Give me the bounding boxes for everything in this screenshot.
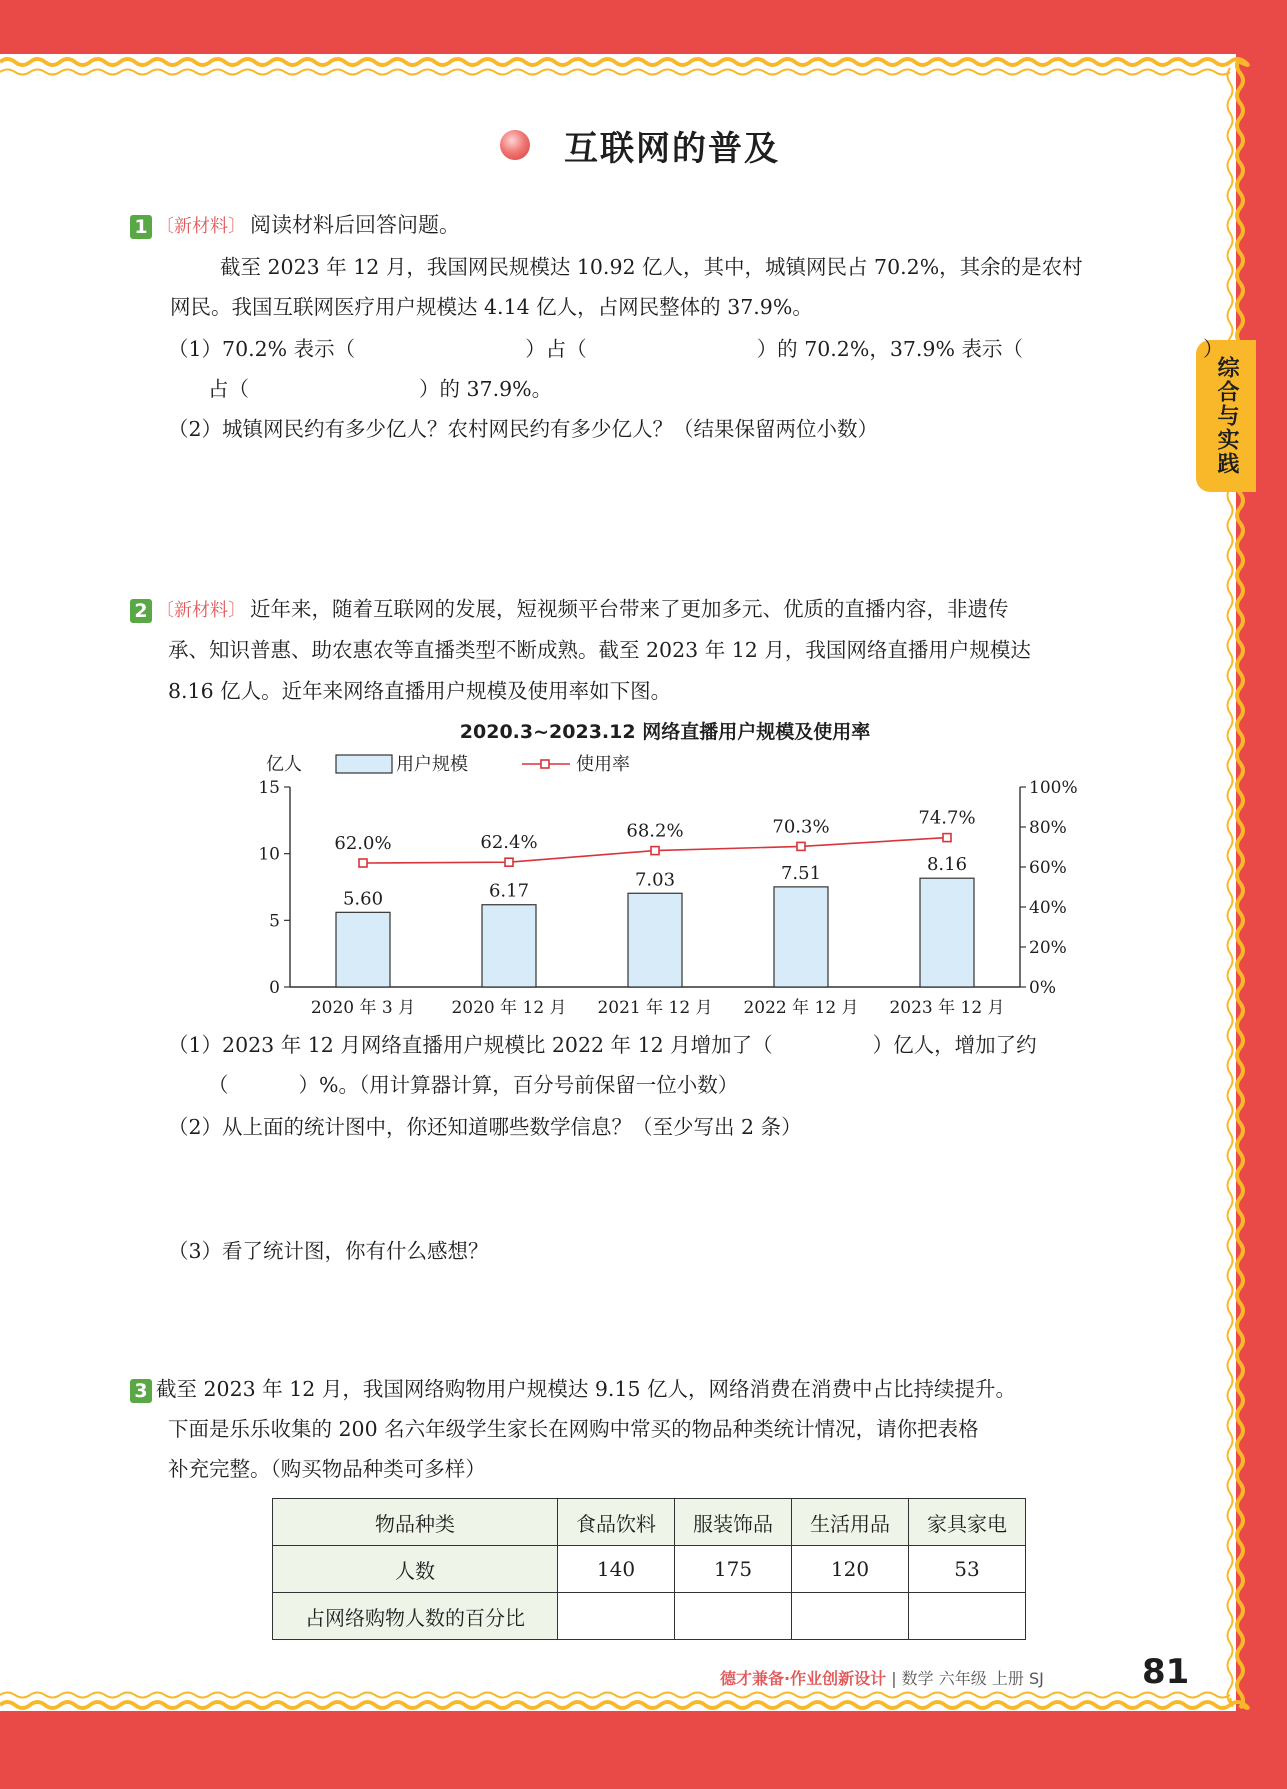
- chart-title: 2020.3~2023.12 网络直播用户规模及使用率: [459, 721, 871, 743]
- usage-rate-point: [943, 834, 951, 842]
- y-axis-unit-label: 亿人: [266, 754, 302, 775]
- y2-tick-label: 80%: [1029, 818, 1067, 838]
- q2-sub1-text-c: （: [208, 1073, 229, 1097]
- table-row-label: 物品种类: [273, 1499, 558, 1546]
- q1-number: 1: [130, 215, 152, 239]
- q2-sub1-text-d: ）%。（用计算器计算，百分号前保留一位小数）: [298, 1073, 739, 1097]
- table-row-label: 人数: [273, 1546, 558, 1593]
- bar: [920, 878, 974, 987]
- table-cell: 175: [675, 1546, 792, 1593]
- x-tick-label: 2023 年 12 月: [889, 998, 1005, 1018]
- q2-sub1-text-a: （1）2023 年 12 月网络直播用户规模比 2022 年 12 月增加了（: [168, 1033, 773, 1057]
- table-cell: 120: [792, 1546, 909, 1593]
- q3-line-1: 截至 2023 年 12 月，我国网络购物用户规模达 9.15 亿人，网络消费在消费中占比持续提升。: [156, 1377, 1016, 1401]
- y-tick-label: 0: [269, 978, 280, 998]
- q1-sub1-text-a: （1）70.2% 表示（: [168, 337, 356, 361]
- q1-sub1-text-d: ）: [1202, 337, 1224, 361]
- x-tick-label: 2020 年 12 月: [451, 998, 567, 1018]
- y2-tick-label: 20%: [1029, 938, 1067, 958]
- q2-line-1: 近年来，随着互联网的发展，短视频平台带来了更加多元、优质的直播内容，非遗传: [250, 597, 1009, 621]
- bar-value-label: 7.03: [634, 869, 676, 891]
- shopping-table: [272, 1498, 1026, 1640]
- q2-sub1-text-b: ）亿人，增加了约: [872, 1033, 1037, 1057]
- bar-value-label: 7.51: [780, 862, 822, 884]
- y-tick-label: 10: [258, 844, 280, 865]
- table-answer-cell[interactable]: [909, 1593, 1026, 1640]
- table-header-cell: 家具家电: [909, 1499, 1026, 1546]
- q1-sub1: [168, 334, 1224, 364]
- table-header-cell: 服装饰品: [675, 1499, 792, 1546]
- table-cell: 53: [909, 1546, 1026, 1593]
- title-bullet-icon: [500, 130, 530, 160]
- y2-tick-label: 0%: [1029, 978, 1056, 998]
- table-cell: 140: [558, 1546, 675, 1593]
- q1-header: [130, 210, 460, 242]
- usage-rate-label: 62.0%: [334, 833, 392, 854]
- bar-value-label: 6.17: [488, 880, 530, 902]
- table-header-cell: 食品饮料: [558, 1499, 675, 1546]
- y-tick-label: 5: [269, 911, 280, 932]
- bar: [482, 905, 536, 987]
- x-tick-label: 2021 年 12 月: [597, 998, 713, 1018]
- usage-rate-label: 68.2%: [626, 820, 684, 842]
- q2-sub2: （2）从上面的统计图中，你还知道哪些数学信息？（至少写出 2 条）: [168, 1115, 802, 1139]
- footer: [720, 1666, 1044, 1689]
- q2-sub1-cont: [208, 1070, 738, 1100]
- footer-volume: 上册: [991, 1669, 1024, 1688]
- page-number: 81: [1142, 1652, 1190, 1692]
- q2-sub3: （3）看了统计图，你有什么感想？: [168, 1239, 489, 1263]
- y-tick-label: 15: [258, 778, 280, 798]
- q2-number: 2: [130, 599, 152, 623]
- q1-sub1-text-b: ）占（: [525, 337, 587, 361]
- table-row-label: 占网络购物人数的百分比: [273, 1593, 558, 1640]
- footer-edition: SJ: [1029, 1669, 1044, 1688]
- bar: [628, 893, 682, 987]
- y2-tick-label: 40%: [1029, 898, 1067, 918]
- q1-sub2: （2）城镇网民约有多少亿人？农村网民约有多少亿人？（结果保留两位小数）: [168, 417, 879, 441]
- q3-line-3: 补充完整。（购买物品种类可多样）: [168, 1457, 486, 1481]
- q3-header: [130, 1374, 1016, 1404]
- bar-value-label: 8.16: [926, 854, 968, 876]
- page-title: [500, 120, 780, 170]
- q2-tag: 〔新材料〕: [156, 600, 246, 621]
- table-row: [273, 1593, 1026, 1640]
- q1-sub1-text-f: ）的 37.9%。: [419, 377, 553, 401]
- q1-lead: 阅读材料后回答问题。: [250, 213, 460, 237]
- y2-tick-label: 100%: [1029, 778, 1078, 798]
- table-row: [273, 1499, 1026, 1546]
- section-tab: 综合与实践: [1196, 340, 1256, 492]
- q2-line-3: 8.16 亿人。近年来网络直播用户规模及使用率如下图。: [168, 679, 672, 703]
- q1-sub1-text-e: 占（: [208, 377, 249, 401]
- legend-line-label: 使用率: [576, 754, 630, 775]
- q3-number: 3: [130, 1379, 152, 1403]
- table-answer-cell[interactable]: [558, 1593, 675, 1640]
- legend-bar-swatch: [336, 755, 392, 773]
- q2-line-2: 承、知识普惠、助农惠农等直播类型不断成熟。截至 2023 年 12 月，我国网络直播用户规模达: [168, 638, 1031, 662]
- x-tick-label: 2020 年 3 月: [310, 998, 416, 1018]
- usage-rate-label: 74.7%: [918, 807, 976, 829]
- usage-rate-label: 62.4%: [480, 832, 538, 854]
- q1-para-1: 截至 2023 年 12 月，我国网民规模达 10.92 亿人，其中，城镇网民占 70.2%，其余的是农村: [220, 255, 1083, 279]
- title-text: 互联网的普及: [564, 128, 780, 169]
- footer-divider: |: [891, 1669, 897, 1688]
- usage-rate-point: [359, 859, 367, 867]
- live-stream-chart: [250, 712, 1090, 1030]
- x-tick-label: 2022 年 12 月: [743, 998, 859, 1018]
- table-answer-cell[interactable]: [675, 1593, 792, 1640]
- legend-bar-label: 用户规模: [396, 754, 468, 775]
- table-header-cell: 生活用品: [792, 1499, 909, 1546]
- legend-line-marker: [541, 760, 549, 768]
- footer-grade: 六年级: [938, 1669, 987, 1688]
- usage-rate-point: [505, 858, 513, 866]
- footer-brand: 德才兼备·作业创新设计: [720, 1669, 887, 1688]
- q1-sub1-text-c: ）的 70.2%，37.9% 表示（: [756, 337, 1023, 361]
- q3-line-2: 下面是乐乐收集的 200 名六年级学生家长在网购中常买的物品种类统计情况，请你把表格: [168, 1417, 979, 1441]
- bar: [336, 912, 390, 987]
- q1-para-2: 网民。我国互联网医疗用户规模达 4.14 亿人，占网民整体的 37.9%。: [170, 295, 813, 319]
- table-row: [273, 1546, 1026, 1593]
- bar-value-label: 5.60: [342, 888, 384, 910]
- table-answer-cell[interactable]: [792, 1593, 909, 1640]
- bar: [774, 887, 828, 987]
- y2-tick-label: 60%: [1029, 858, 1067, 878]
- q2-header: [130, 594, 1009, 626]
- q1-sub1-cont: [208, 374, 552, 404]
- usage-rate-point: [797, 842, 805, 850]
- footer-subject: 数学: [901, 1669, 934, 1688]
- q1-tag: 〔新材料〕: [156, 216, 246, 237]
- usage-rate-point: [651, 847, 659, 855]
- usage-rate-label: 70.3%: [772, 816, 830, 838]
- q2-sub1: [168, 1030, 1168, 1060]
